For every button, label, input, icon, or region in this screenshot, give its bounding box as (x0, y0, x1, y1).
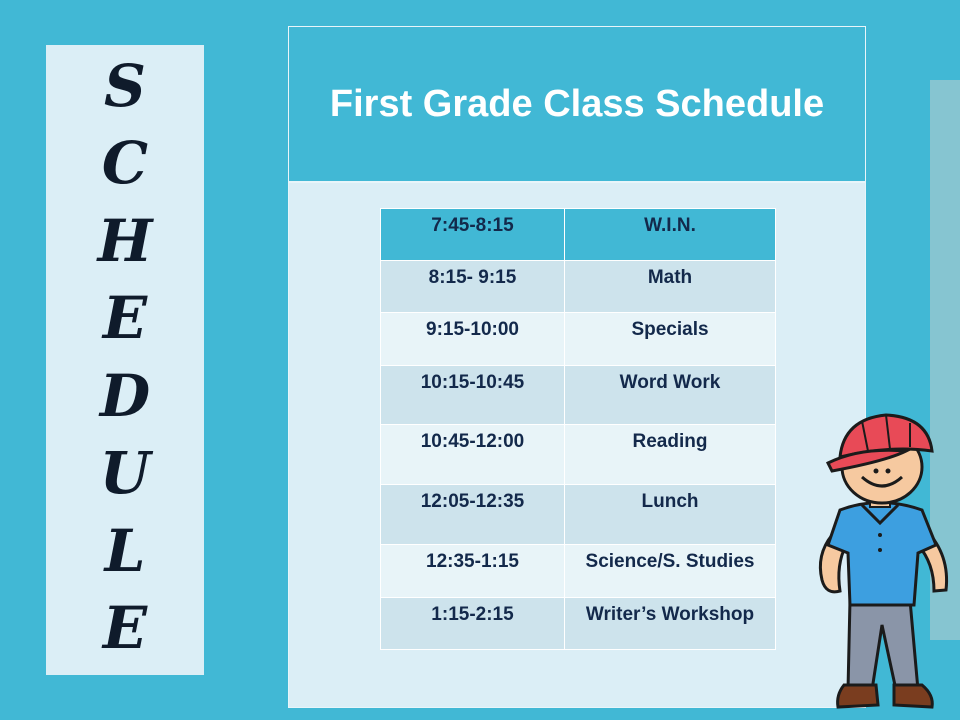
table-row (381, 485, 776, 545)
banner-letter: L (104, 516, 146, 585)
activity-cell: W.I.N. (565, 209, 776, 261)
activity-cell: Science/S. Studies (565, 545, 776, 598)
time-cell: 1:15-2:15 (381, 598, 565, 650)
activity-cell: Writer’s Workshop (565, 598, 776, 650)
table-row (381, 261, 776, 313)
panel-header (289, 27, 865, 183)
table-row (381, 209, 776, 261)
schedule-banner (46, 45, 204, 675)
banner-letter: E (102, 593, 148, 662)
time-cell: 7:45-8:15 (381, 209, 565, 261)
time-cell: 10:45-12:00 (381, 425, 565, 485)
activity-cell: Specials (565, 313, 776, 366)
table-row (381, 598, 776, 650)
banner-letter: E (102, 284, 148, 353)
activity-cell: Math (565, 261, 776, 313)
time-cell: 12:35-1:15 (381, 545, 565, 598)
table-row (381, 313, 776, 366)
activity-cell: Lunch (565, 485, 776, 545)
banner-letter: D (99, 361, 151, 430)
time-cell: 12:05-12:35 (381, 485, 565, 545)
table-row (381, 545, 776, 598)
banner-letter: S (104, 52, 146, 120)
activity-cell: Word Work (565, 366, 776, 425)
time-cell: 10:15-10:45 (381, 366, 565, 425)
banner-letter: C (101, 129, 149, 198)
table-row (381, 425, 776, 485)
page-title: First Grade Class Schedule (329, 82, 825, 125)
table-row (381, 366, 776, 425)
activity-cell: Reading (565, 425, 776, 485)
schedule-table (380, 208, 776, 650)
banner-letter: H (97, 206, 153, 275)
time-cell: 8:15- 9:15 (381, 261, 565, 313)
boy-clipart-icon (810, 405, 960, 720)
banner-letter: U (99, 439, 151, 508)
schedule-panel (288, 26, 866, 708)
time-cell: 9:15-10:00 (381, 313, 565, 366)
